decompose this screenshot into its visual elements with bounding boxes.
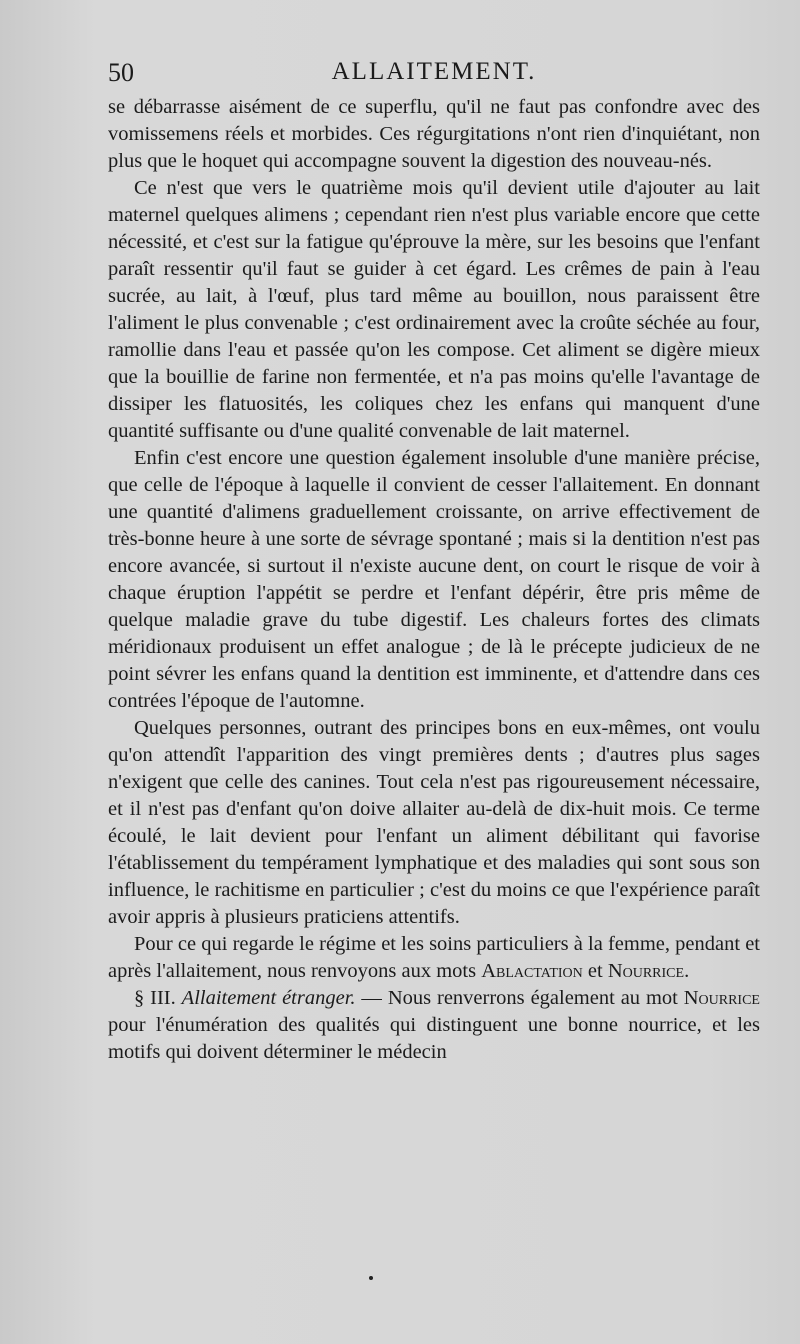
paragraph-regime [108,931,760,985]
body-text [108,94,760,1066]
cross-reference-ablactation: Ablactation [481,960,583,982]
page-number: 50 [108,58,134,87]
ink-speck [369,1276,373,1280]
section-text: — Nous renverrons également au mot [355,987,684,1009]
section-number: § III. [134,987,176,1009]
page-header [108,58,760,92]
section-text-end: pour l'énumération des qualités qui distinguent une bonne nourrice, et les motifs qui doivent déterminer le médecin [108,1014,760,1063]
running-title: ALLAITEMENT. [331,58,537,85]
paragraph-continuation: se débarrasse aisément de ce superflu, qu'il ne faut pas confondre avec des vomissemens réels et morbides. Ces régurgitations n'ont rien d'inquiétant, non plus que le hoquet qui accompagne souvent la digestion des nouveau-nés. [108,96,760,172]
regime-text: Pour ce qui regarde le régime et les soins particuliers à la femme, pendant et après l'allaitement, nous renvoyons aux mots [108,933,760,982]
cross-reference-nourrice: Nourrice [607,960,685,982]
paragraph-section-three [108,985,760,1066]
regime-conjunction: et [582,960,608,982]
cross-reference-nourrice-2: Nourrice [683,987,760,1009]
paragraph-weaning-time: Enfin c'est encore une question également insoluble d'une manière précise, que celle de l'époque à laquelle il convient de cesser l'allaitement. En donnant une quantité d'alimens graduellement croissante, on arrive effectivement de très-bonne heure à une sorte de sévrage spontané ; mais si la dentition n'est pas encore avancée, si surtout il n'existe aucune dent, on court le risque de voir à chaque éruption l'appétit se perdre et l'enfant dépérir, être pris même de quelque maladie grave du tube digestif. Les chaleurs fortes des climats méridionaux produisent un effet analogue ; de là le précepte judicieux de ne point sévrer les enfans quand la dentition est imminente, et d'attendre dans ces contrées l'époque de l'automne. [108,447,760,712]
paragraph-fourth-month: Ce n'est que vers le quatrième mois qu'il devient utile d'ajouter au lait maternel quelques alimens ; cependant rien n'est plus variable encore que cette nécessité, et c'est sur la fatigue qu'éprouve la mère, sur les besoins que l'enfant paraît ressentir qu'il faut se guider à cet égard. Les crêmes de pain à l'eau sucrée, au lait, à l'œuf, plus tard même au bouillon, nous paraissent être l'aliment le plus convenable ; c'est ordinairement avec la croûte séchée au four, ramollie dans l'eau et passée qu'on les compose. Cet aliment se digère mieux que la bouillie de farine non fermentée, et n'a pas moins qu'elle l'avantage de dissiper les flatuosités, les coliques chez les enfans qui manquent d'une quantité suffisante ou d'une qualité convenable de lait maternel. [108,177,760,442]
paragraph-teeth: Quelques personnes, outrant des principes bons en eux-mêmes, ont voulu qu'on attendît l'apparition des vingt premières dents ; d'autres plus sages n'exigent que celle des canines. Tout cela n'est pas rigoureusement nécessaire, et il n'est pas d'enfant qu'on doive allaiter au-delà de dix-huit mois. Ce terme écoulé, le lait devient pour l'enfant un aliment débilitant qui favorise l'établissement du tempérament lymphatique et des maladies qui sont sous son influence, le rachitisme en particulier ; c'est du moins ce que l'expérience paraît avoir appris à plusieurs praticiens attentifs. [108,717,760,928]
regime-end: . [684,960,690,982]
section-heading: Allaitement étranger. [181,987,356,1009]
